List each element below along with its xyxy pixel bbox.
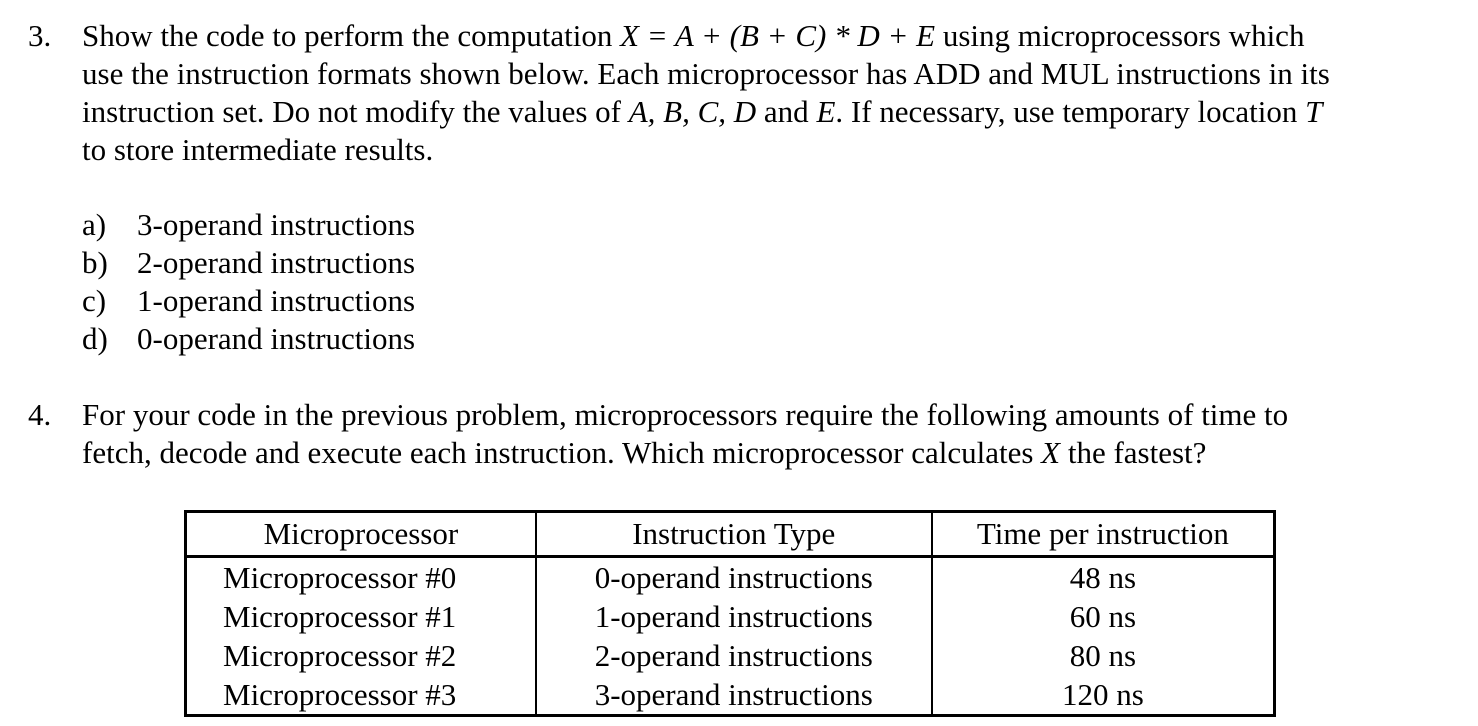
subitem-a — [82, 206, 415, 244]
subitem-text: 0-operand instructions — [137, 321, 416, 356]
text-span: the fastest? — [1060, 435, 1207, 470]
header-microprocessor: Microprocessor — [186, 512, 536, 557]
subitem-label: b) — [82, 245, 108, 280]
problem-4-number: 4. — [28, 397, 52, 432]
subitem-b — [82, 244, 415, 282]
header-time: Time per instruction — [932, 512, 1275, 557]
subitem-d — [82, 320, 415, 358]
problem-4-line-2 — [82, 434, 1206, 472]
variable-list: A, B, C, D — [628, 94, 757, 129]
problem-3-line-1 — [82, 17, 1304, 55]
subitem-label: c) — [82, 283, 107, 318]
problem-3-number: 3. — [28, 18, 52, 53]
cell-time: 60 ns — [932, 597, 1275, 636]
subitem-c — [82, 282, 415, 320]
problem-3-line-3 — [82, 93, 1322, 131]
cell-instruction-type: 0-operand instructions — [536, 557, 932, 598]
table-row — [186, 636, 1275, 675]
text-span: instruction set. Do not modify the values of — [82, 94, 629, 129]
variable-e: E — [816, 94, 836, 129]
cell-microprocessor: Microprocessor #3 — [186, 675, 536, 716]
cell-instruction-type: 2-operand instructions — [536, 636, 932, 675]
subitem-label: d) — [82, 321, 108, 356]
timing-table — [184, 510, 1276, 717]
cell-microprocessor: Microprocessor #0 — [186, 557, 536, 598]
table-header-row — [186, 512, 1275, 557]
text-span: . If necessary, use temporary location — [835, 94, 1306, 129]
subitem-text: 2-operand instructions — [137, 245, 416, 280]
cell-time: 80 ns — [932, 636, 1275, 675]
text-span: fetch, decode and execute each instruction. Which microprocessor calculates — [82, 435, 1042, 470]
problem-3-line-4: to store intermediate results. — [82, 132, 434, 167]
text-span: using microprocessors which — [935, 18, 1305, 53]
variable-t: T — [1305, 94, 1323, 129]
problem-3-line-2: use the instruction formats shown below. Each microprocessor has ADD and MUL instructions in its — [82, 56, 1330, 91]
table-row — [186, 557, 1275, 598]
cell-instruction-type: 1-operand instructions — [536, 597, 932, 636]
text-span: and — [756, 94, 817, 129]
subitem-text: 3-operand instructions — [137, 207, 416, 242]
table-row — [186, 597, 1275, 636]
variable-x: X — [1041, 435, 1061, 470]
cell-instruction-type: 3-operand instructions — [536, 675, 932, 716]
cell-microprocessor: Microprocessor #2 — [186, 636, 536, 675]
equation: X = A + (B + C) * D + E — [620, 18, 936, 53]
subitem-label: a) — [82, 207, 107, 242]
table-row — [186, 675, 1275, 716]
header-instruction-type: Instruction Type — [536, 512, 932, 557]
subitem-text: 1-operand instructions — [137, 283, 416, 318]
problem-4-line-1: For your code in the previous problem, microprocessors require the following amounts of time to — [82, 397, 1289, 432]
text-span: Show the code to perform the computation — [82, 18, 621, 53]
cell-time: 48 ns — [932, 557, 1275, 598]
cell-microprocessor: Microprocessor #1 — [186, 597, 536, 636]
cell-time: 120 ns — [932, 675, 1275, 716]
